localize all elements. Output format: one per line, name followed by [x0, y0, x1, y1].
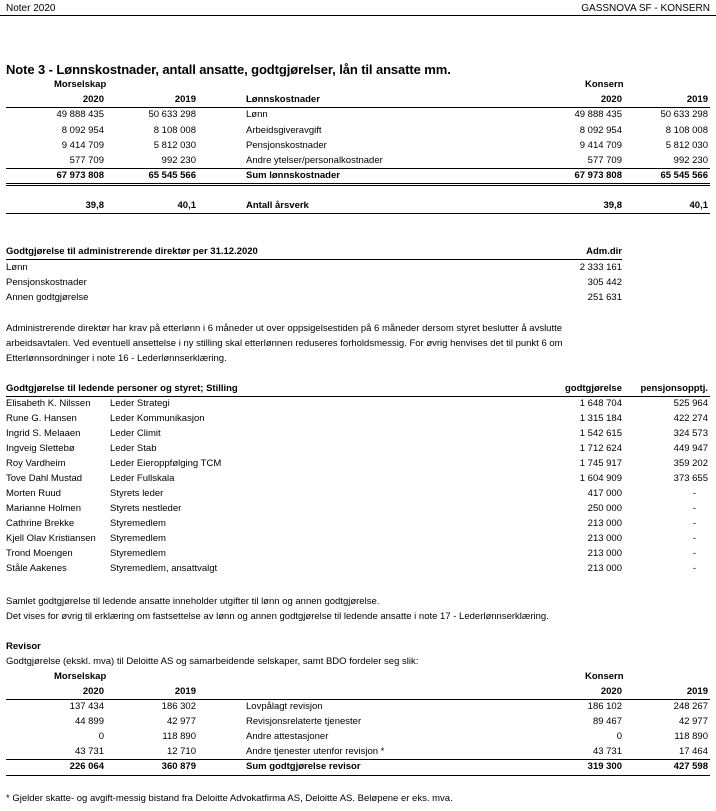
col-header-2019: 2019: [174, 686, 196, 697]
person-role: Styremedlem, ansattvalgt: [110, 563, 218, 574]
auditor-footnote: * Gjelder skatte- og avgift-messig bistand fra Deloitte Advokatfirma AS, Deloitte AS. Beløpene er eks. mva.: [6, 793, 453, 804]
auditor-row: [0, 701, 716, 716]
cell: 118 890: [674, 731, 708, 742]
cell: 1 648 704: [579, 398, 622, 409]
cell: -: [692, 503, 696, 514]
auditor-intro: Godtgjørelse (ekskl. mva) til Deloitte AS og samarbeidende selskaper, samt BDO fordeler seg slik:: [6, 656, 419, 667]
auditor-group-left: Morselskap: [54, 671, 107, 682]
cell: 8 108 008: [665, 125, 708, 136]
cell: 577 709: [69, 155, 104, 166]
cell: 305 442: [587, 277, 622, 288]
cell: -: [692, 488, 696, 499]
row-label: Arbeidsgiveravgift: [246, 125, 322, 136]
row-label: Revisjonsrelaterte tjenester: [246, 716, 362, 727]
leaders-heading: Godtgjørelse til ledende personer og styret; Stilling: [6, 383, 238, 394]
leaders-row: [0, 413, 716, 428]
cell: 40,1: [689, 200, 708, 211]
salary-sum-underline-2: [6, 185, 710, 186]
col-header-2020: 2020: [82, 94, 104, 105]
salary-sum-rule: [6, 168, 710, 169]
col-header-label: Lønnskostnader: [246, 94, 320, 105]
leaders-row: [0, 503, 716, 518]
cell: 248 267: [673, 701, 708, 712]
cell: 5 812 030: [665, 140, 708, 151]
col-header-2019: 2019: [174, 94, 196, 105]
cell: 40,1: [177, 200, 196, 211]
cell: 5 812 030: [153, 140, 196, 151]
cell: 324 573: [673, 428, 708, 439]
leaders-col-pension: pensjonsopptj.: [640, 383, 708, 394]
cell: 44 899: [74, 716, 104, 727]
salary-group-left: Morselskap: [54, 79, 107, 90]
cell: -: [692, 518, 696, 529]
ceo-col-header: Adm.dir: [586, 246, 622, 257]
salary-row: [0, 125, 716, 140]
cell: 89 467: [592, 716, 622, 727]
ceo-note-line: Administrerende direktør har krav på etterlønn i 6 måneder ut over oppsigelsestiden på 6 måneder dersom styret beslutter å avslutte: [6, 323, 563, 334]
person-name: Marianne Holmen: [6, 503, 81, 514]
row-label: Antall årsverk: [246, 200, 309, 211]
leaders-row: [0, 473, 716, 488]
cell: 1 712 624: [579, 443, 622, 454]
row-label: Andre ytelser/personalkostnader: [246, 155, 383, 166]
person-name: Cathrine Brekke: [6, 518, 75, 529]
auditor-header-rule: [6, 699, 710, 700]
leaders-note-line: Samlet godtgjørelse til ledende ansatte inneholder utgifter til lønn og annen godtgjørelse.: [6, 596, 380, 607]
cell: -: [692, 563, 696, 574]
col-header-2020: 2020: [82, 686, 104, 697]
cell: 65 545 566: [148, 170, 196, 181]
cell: 577 709: [587, 155, 622, 166]
leaders-col-comp: godtgjørelse: [564, 383, 622, 394]
leaders-row: [0, 458, 716, 473]
person-role: Leder Kommunikasjon: [110, 413, 205, 424]
col-header-2020: 2020: [600, 94, 622, 105]
cell: 251 631: [587, 292, 622, 303]
leaders-row: [0, 563, 716, 578]
col-header-2019: 2019: [686, 94, 708, 105]
cell: 43 731: [592, 746, 622, 757]
cell: 65 545 566: [660, 170, 708, 181]
leaders-row: [0, 443, 716, 458]
cell: 417 000: [587, 488, 622, 499]
row-label: Annen godtgjørelse: [6, 292, 89, 303]
ceo-row: [0, 262, 716, 277]
cell: 250 000: [587, 503, 622, 514]
cell: 8 108 008: [153, 125, 196, 136]
leaders-row: [0, 533, 716, 548]
cell: 0: [616, 731, 622, 742]
cell: 992 230: [161, 155, 196, 166]
cell: 1 315 184: [579, 413, 622, 424]
person-name: Ståle Aakenes: [6, 563, 67, 574]
person-role: Leder Eieroppfølging TCM: [110, 458, 222, 469]
cell: 226 064: [69, 761, 104, 772]
cell: 0: [98, 731, 104, 742]
leaders-row: [0, 518, 716, 533]
auditor-group-header: [0, 671, 716, 686]
row-label: Pensjonskostnader: [246, 140, 327, 151]
row-label: Lønn: [6, 262, 28, 273]
cell: 525 964: [673, 398, 708, 409]
person-role: Leder Strategi: [110, 398, 170, 409]
ceo-heading: Godtgjørelse til administrerende direktør per 31.12.2020: [6, 246, 258, 257]
cell: 39,8: [603, 200, 622, 211]
cell: 373 655: [673, 473, 708, 484]
cell: -: [692, 548, 696, 559]
cell: 1 745 917: [579, 458, 622, 469]
header-divider: [0, 15, 716, 16]
cell: 1 542 615: [579, 428, 622, 439]
row-label: Pensjonskostnader: [6, 277, 87, 288]
cell: 2 333 161: [579, 262, 622, 273]
cell: 50 633 298: [660, 109, 708, 120]
person-name: Roy Vardheim: [6, 458, 66, 469]
person-name: Tove Dahl Mustad: [6, 473, 83, 484]
auditor-group-right: Konsern: [585, 671, 624, 682]
cell: 319 300: [587, 761, 622, 772]
cell: 8 092 954: [61, 125, 104, 136]
person-role: Styrets leder: [110, 488, 164, 499]
row-label: Andre attestasjoner: [246, 731, 329, 742]
row-label: Sum lønnskostnader: [246, 170, 340, 181]
auditor-sum-rule: [6, 759, 710, 760]
auditor-sum-row: [0, 761, 716, 776]
leaders-row: [0, 488, 716, 503]
cell: 9 414 709: [61, 140, 104, 151]
person-role: Leder Climit: [110, 428, 161, 439]
auditor-heading: Revisor: [6, 641, 41, 652]
person-role: Styremedlem: [110, 533, 166, 544]
cell: 1 604 909: [579, 473, 622, 484]
person-name: Rune G. Hansen: [6, 413, 77, 424]
person-role: Leder Fullskala: [110, 473, 175, 484]
cell: 49 888 435: [56, 109, 104, 120]
row-label: Lønn: [246, 109, 268, 120]
leaders-header-rule: [6, 396, 710, 397]
cell: 42 977: [166, 716, 196, 727]
cell: 67 973 808: [56, 170, 104, 181]
auditor-row: [0, 716, 716, 731]
cell: 42 977: [678, 716, 708, 727]
person-name: Trond Moengen: [6, 548, 73, 559]
row-label: Andre tjenester utenfor revisjon *: [246, 746, 385, 757]
person-name: Elisabeth K. Nilssen: [6, 398, 91, 409]
salary-sum-underline: [6, 183, 710, 184]
cell: -: [692, 533, 696, 544]
salary-header-rule: [6, 107, 710, 108]
ceo-row: [0, 277, 716, 292]
person-name: Ingrid S. Melaaen: [6, 428, 81, 439]
person-role: Leder Stab: [110, 443, 157, 454]
cell: 213 000: [587, 533, 622, 544]
cell: 422 274: [673, 413, 708, 424]
leaders-row: [0, 428, 716, 443]
cell: 992 230: [673, 155, 708, 166]
cell: 137 434: [69, 701, 104, 712]
ceo-note-line: Etterlønnsordninger i note 16 - Lederlønnserklæring.: [6, 353, 227, 364]
cell: 427 598: [673, 761, 708, 772]
person-role: Styrets nestleder: [110, 503, 182, 514]
auditor-row: [0, 731, 716, 746]
cell: 9 414 709: [579, 140, 622, 151]
col-header-2020: 2020: [600, 686, 622, 697]
fte-rule: [6, 213, 710, 214]
cell: 359 202: [673, 458, 708, 469]
page-header-right: GASSNOVA SF - KONSERN: [581, 3, 710, 14]
cell: 186 302: [161, 701, 196, 712]
cell: 213 000: [587, 518, 622, 529]
person-name: Morten Ruud: [6, 488, 61, 499]
cell: 39,8: [85, 200, 104, 211]
cell: 50 633 298: [148, 109, 196, 120]
salary-row: [0, 109, 716, 124]
cell: 43 731: [74, 746, 104, 757]
cell: 449 947: [673, 443, 708, 454]
leaders-row: [0, 548, 716, 563]
ceo-note-line: arbeidsavtalen. Ved eventuell ansettelse i ny stilling skal etterlønnen reduseres forholdsmessig. For øvrig henvises det til punkt 6 om: [6, 338, 563, 349]
salary-group-header: [0, 79, 716, 94]
cell: 186 102: [587, 701, 622, 712]
note-title: Note 3 - Lønnskostnader, antall ansatte, godtgjørelser, lån til ansatte mm.: [6, 62, 451, 77]
person-name: Ingveig Slettebø: [6, 443, 75, 454]
person-role: Styremedlem: [110, 518, 166, 529]
cell: 213 000: [587, 563, 622, 574]
leaders-row: [0, 398, 716, 413]
ceo-row: [0, 292, 716, 307]
cell: 8 092 954: [579, 125, 622, 136]
cell: 118 890: [162, 731, 196, 742]
leaders-note-line: Det vises for øvrig til erklæring om fastsettelse av lønn og annen godtgjørelse til ledende ansatte i note 17 - Lederlønnserklæring.: [6, 611, 549, 622]
row-label: Sum godtgjørelse revisor: [246, 761, 361, 772]
auditor-sum-underline: [6, 775, 710, 776]
cell: 213 000: [587, 548, 622, 559]
col-header-2019: 2019: [686, 686, 708, 697]
cell: 67 973 808: [574, 170, 622, 181]
row-label: Lovpålagt revisjon: [246, 701, 323, 712]
cell: 12 710: [166, 746, 196, 757]
person-name: Kjell Olav Kristiansen: [6, 533, 96, 544]
page-header-left: Noter 2020: [6, 3, 56, 14]
person-role: Styremedlem: [110, 548, 166, 559]
cell: 360 879: [161, 761, 196, 772]
ceo-header-rule: [6, 259, 622, 260]
salary-group-right: Konsern: [585, 79, 624, 90]
cell: 49 888 435: [574, 109, 622, 120]
cell: 17 464: [678, 746, 708, 757]
salary-row: [0, 140, 716, 155]
